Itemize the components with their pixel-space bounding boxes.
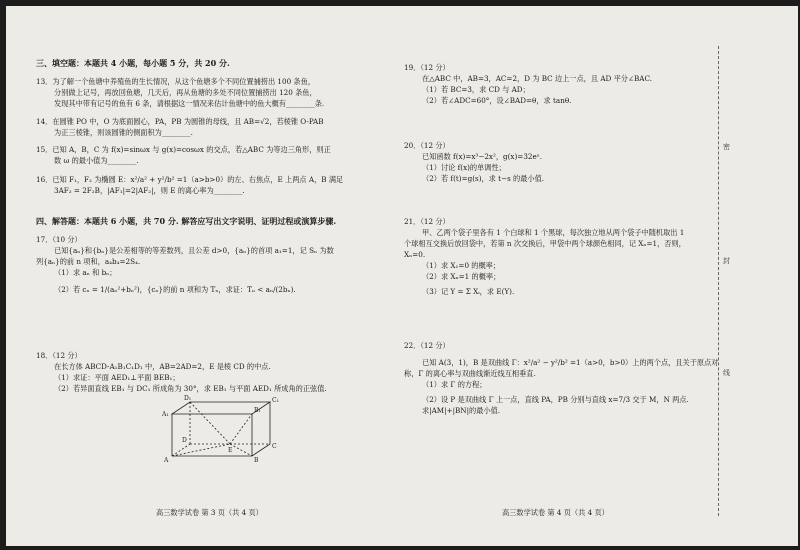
- question-21: [404, 216, 686, 297]
- q20-line: （1）讨论 f(x)的单调性；: [422, 163, 506, 172]
- hidden-edge: [230, 414, 252, 444]
- question-13: [36, 76, 324, 109]
- question-14: [36, 116, 324, 138]
- question-17: [36, 234, 334, 295]
- q22-line: 称，Γ 的离心率与双曲线渐近线互相垂直.: [404, 369, 536, 378]
- binding-label-top: 密: [723, 143, 730, 151]
- question-16: [36, 174, 343, 196]
- question-15: [36, 144, 331, 166]
- q19-line: 在△ABC 中，AB=3，AC=2，D 为 BC 边上一点，且 AD 平分∠BAC.: [422, 74, 652, 83]
- q21-line: （2）求 Xₙ=1 的概率；: [422, 272, 501, 281]
- q13-line: 发现其中带有记号的鱼有 6 条，请根据这一情况来估计鱼塘中的鱼大概有________条.: [54, 99, 325, 108]
- binding-label-mid: 封: [723, 257, 730, 265]
- question-22: [404, 340, 719, 416]
- hidden-edge: [190, 402, 230, 444]
- q21-line: Xₙ=0.: [404, 250, 426, 259]
- left-footer: 高三数学试卷 第 3 页（共 4 页）: [156, 508, 263, 517]
- label-B1: B₁: [254, 407, 261, 414]
- q17-line: 17．（10 分）: [36, 235, 82, 244]
- q17-line: （1）求 aₙ 和 bₙ；: [54, 268, 117, 277]
- q22-line: 已知 A(3，1)，B 是双曲线 Γ：x²/a² − y²/b² =1（a>0，b>0）上的两个点，且关于原点对: [422, 358, 719, 367]
- q21-line: （3）记 Y = Σ Xᵢ，求 E(Y).: [422, 287, 515, 296]
- q17-line: （2）若 cₙ = 1/(aₙ²+bₙ²)，{cₙ}的前 n 项和为 Tₙ，求证：Tₙ < aₙ/(2bₙ).: [54, 285, 296, 294]
- q21-line: （1）求 X₁=0 的概率；: [422, 261, 501, 270]
- label-C: C: [272, 443, 277, 450]
- label-A: A: [164, 457, 169, 464]
- q19-line: （2）若∠ADC=60°，设∠BAD=θ，求 tanθ.: [422, 96, 572, 105]
- section-4-title: 四、解答题：本题共 6 小题，共 70 分. 解答应写出文字说明、证明过程或演算步骤.: [36, 216, 337, 226]
- q17-line: 已知{aₙ}和{bₙ}是公差相等的等差数列，且公差 d>0，{aₙ}的首项 a₁=1，记 Sₙ 为数: [54, 246, 334, 255]
- cuboid-figure: [158, 394, 288, 464]
- q18-line: （1）求证：平面 AED₁⊥平面 BEB₁；: [54, 373, 180, 382]
- right-page: [404, 6, 724, 546]
- q13-line: 分别做上记号，再放回鱼塘，几天后，再从鱼塘的多处不同位置捕捞出 120 条鱼，: [54, 88, 317, 97]
- label-D1: D₁: [184, 395, 192, 402]
- q22-line: （1）求 Γ 的方程；: [422, 380, 487, 389]
- label-B: B: [254, 457, 259, 464]
- section-3-title: 三、填空题：本题共 4 小题，每小题 5 分，共 20 分.: [36, 58, 230, 68]
- q19-line: （1）若 BC=3，求 CD 与 AD；: [422, 85, 530, 94]
- q22-line: （2）设 P 是双曲线 Γ 上一点，直线 PA，PB 分别与直线 x=7/3 交于 M，N 两点.: [422, 395, 689, 404]
- label-D: D: [182, 437, 187, 444]
- q21-line: 甲、乙两个袋子里各有 1 个白球和 1 个黑球，每次独立地从两个袋子中随机取出 1: [422, 228, 685, 237]
- q13-line: 13．为了解一个鱼塘中养殖鱼的生长情况，从这个鱼塘多个不同位置捕捞出 100 条鱼，: [36, 77, 316, 86]
- binding-line: [718, 46, 730, 516]
- q18-line: （2）若异面直线 EB₁ 与 DC₁ 所成角为 30°，求 EB₁ 与平面 AED₁ 所成角的正弦值.: [54, 384, 327, 393]
- q15-line: 数 ω 的最小值为________.: [54, 156, 139, 165]
- q22-line: 22．（12 分）: [404, 341, 450, 350]
- label-E: E: [228, 447, 233, 454]
- q21-line: 21．（12 分）: [404, 217, 450, 226]
- q20-line: 20．（12 分）: [404, 141, 450, 150]
- hidden-edge: [230, 444, 252, 456]
- label-A1: A₁: [162, 411, 169, 418]
- q14-line: 为正三棱锥，则该圆锥的侧面积为________.: [54, 128, 193, 137]
- hidden-edge: [172, 444, 233, 456]
- q22-line: 求|AM|+|BN|的最小值.: [422, 406, 501, 415]
- question-19: [404, 62, 652, 106]
- binding-label-bottom: 线: [723, 369, 730, 377]
- q21-line: 个球相互交换后放回袋中，若第 n 次交换后，甲袋中两个球颜色相同，记 Xₙ=1，否则，: [404, 239, 686, 248]
- q15-line: 15．已知 A，B，C 为 f(x)=sinωx 与 g(x)=cosωx 的交点，若△ABC 为等边三角形，则正: [36, 145, 331, 154]
- q20-line: （2）若 f(t)=g(s)，求 t−s 的最小值.: [422, 174, 545, 183]
- q20-line: 已知函数 f(x)=x³−2x²，g(x)=32eˣ.: [422, 152, 543, 161]
- q19-line: 19．（12 分）: [404, 63, 450, 72]
- q18-line: 18．（12 分）: [36, 351, 82, 360]
- left-page: [28, 6, 386, 546]
- exam-sheet: [6, 6, 798, 546]
- question-18: [36, 350, 327, 394]
- label-C1: C₁: [272, 397, 279, 404]
- right-footer: 高三数学试卷 第 4 页（共 4 页）: [502, 508, 609, 517]
- question-20: [404, 140, 544, 184]
- edge: [252, 444, 270, 456]
- q16-line: 16．已知 F₁，F₂ 为椭圆 E：x²/a² + y²/b² =1（a>b>0）的左、右焦点，E 上两点 A，B 满足: [36, 175, 344, 184]
- q16-line: 3AF₂ = 2F₂B，|AF₁|=2|AF₂|，则 E 的离心率为________.: [54, 186, 245, 195]
- q14-line: 14．在圆锥 PO 中，O 为底面圆心，PA，PB 为圆锥的母线，且 AB=√2，若棱锥 O-PAB: [36, 117, 324, 126]
- q18-line: 在长方体 ABCD-A₁B₁C₁D₁ 中，AB=2AD=2，E 是棱 CD 的中点.: [54, 362, 271, 371]
- q17-line: 列{aₙ}的前 n 项和，a₄b₄=2S₄.: [36, 257, 141, 266]
